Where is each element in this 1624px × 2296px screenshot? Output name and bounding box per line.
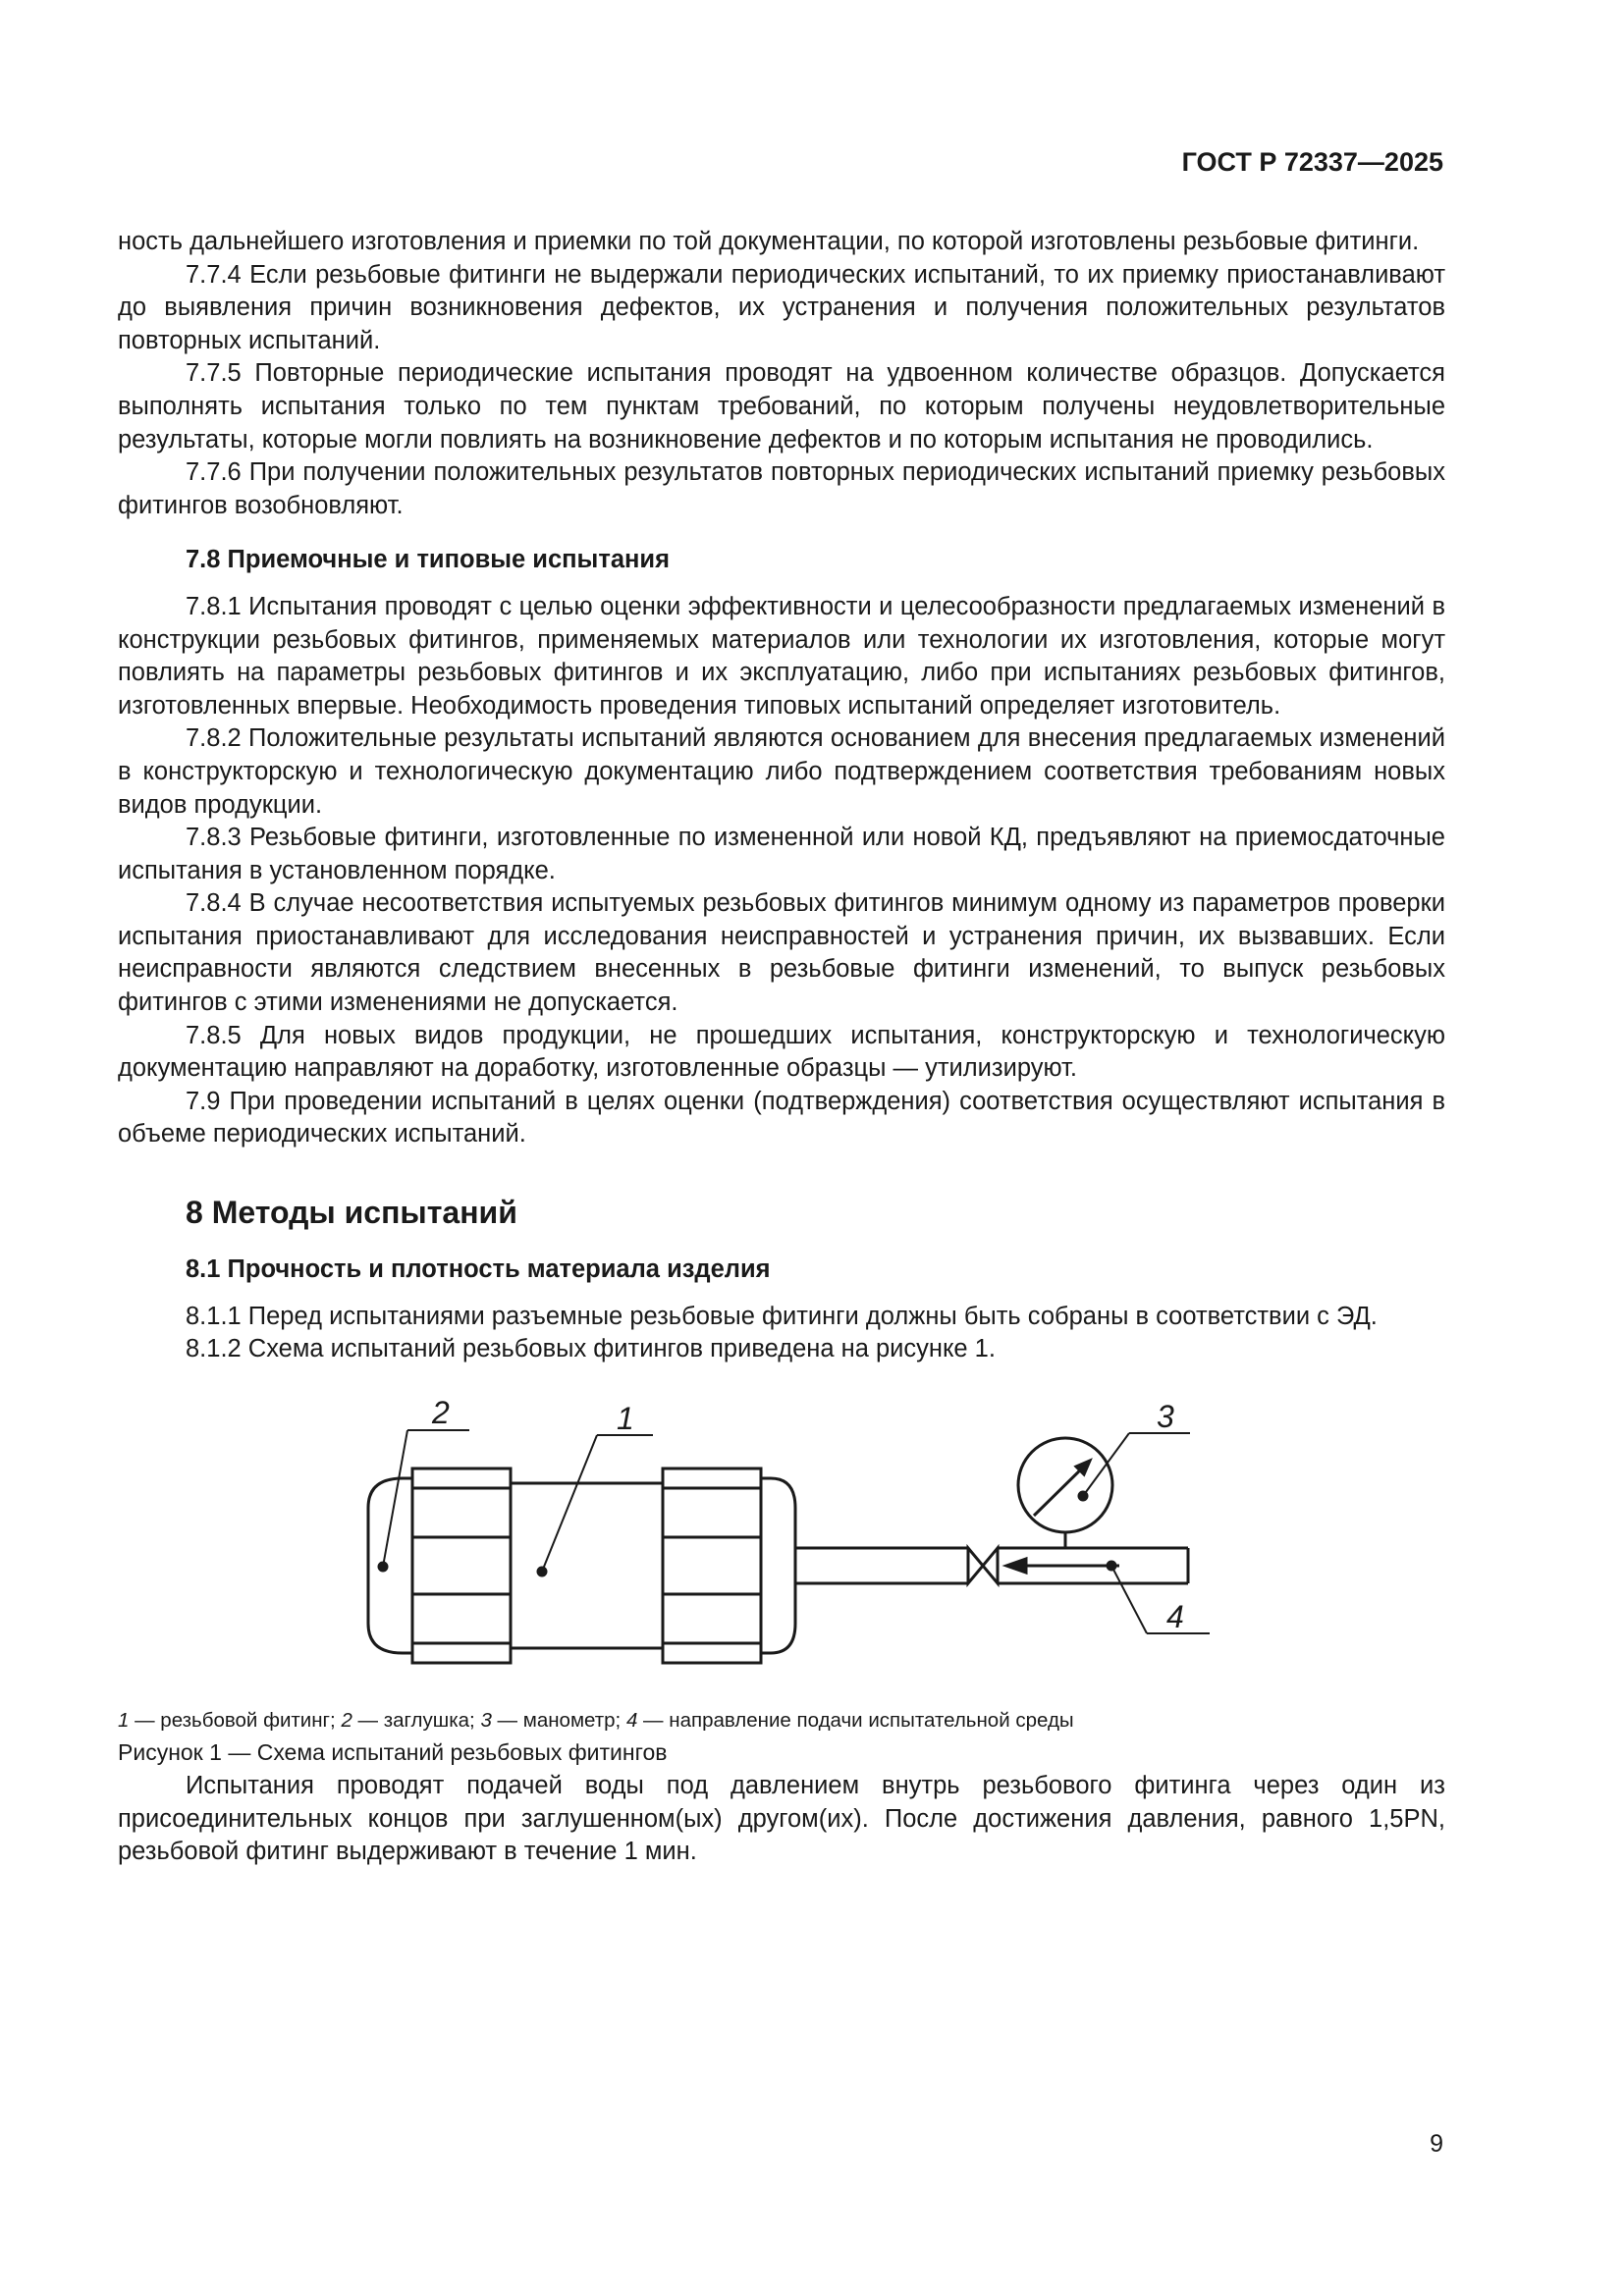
legend-key: 4 [625,1708,638,1732]
figure-1-test-scheme [118,1390,1445,1704]
leader-dot [379,1563,387,1571]
legend-key: 2 [341,1708,352,1732]
document-body [118,226,1445,1869]
paragraph-7-8-3: 7.8.3 Резьбовые фитинги, изготовленные по измененной или новой КД, предъявляют на приемосдаточные испытания в установленном порядке. [118,824,1445,884]
test-scheme-diagram [118,1390,1445,1704]
figure-caption: Рисунок 1 — Схема испытаний резьбовых фитингов [118,1739,668,1766]
paragraph-7-8-5: 7.8.5 Для новых видов продукции, не прошедших испытания, конструкторскую и технологическую документацию направляют на доработку, изготовленные образцы — утилизируют. [118,1021,1445,1083]
callout-4: 4 [1166,1598,1184,1634]
flow-arrow-head [1006,1559,1026,1573]
paragraph: ность дальнейшего изготовления и приемки по той документации, по которой изготовлены резьбовые фитинги. [118,228,1420,255]
page-number: 9 [1430,2130,1443,2158]
callout-2: 2 [432,1394,450,1430]
paragraph-7-7-6: 7.7.6 При получении положительных результатов повторных периодических испытаний приемку резьбовых фитингов возобновляют. [118,458,1445,519]
paragraph-8-1-1: 8.1.1 Перед испытаниями разъемные резьбовые фитинги должны быть собраны в соответствии с ЭД. [186,1302,1378,1330]
legend-text: — манометр; [491,1708,626,1732]
right-nut [663,1468,761,1663]
leader-dot [1079,1492,1087,1500]
leader-dot [538,1568,546,1575]
legend-text: — заглушка; [352,1708,481,1732]
paragraph-test-procedure: Испытания проводят подачей воды под давлением внутрь резьбового фитинга через один из присоединительных концов при заглушенном(ых) другом(их). После достижения давления, равного 1,5PN, резьбовой фитинг выдерживают в течение 1 мин. [118,1772,1445,1866]
paragraph-7-8-1: 7.8.1 Испытания проводят с целью оценки эффективности и целесообразности предлагаемых изменений в конструкции резьбовых фитингов, применяемых материалов или технологии их изготовления, которые могут повлиять на параметры резьбовых фитингов и их эксплуатацию, либо при испытаниях резьбовых фитингов, изготовленных впервые. Необходимость проведения типовых испытаний определяет изготовитель. [118,592,1445,720]
paragraph-7-8-2: 7.8.2 Положительные результаты испытаний являются основанием для внесения предлагаемых изменений в конструкторскую и технологическую документацию либо подтверждением соответствия требованиям новых видов продукции. [118,724,1445,819]
callout-3: 3 [1157,1398,1174,1434]
chapter-heading-8: 8 Методы испытаний [186,1195,517,1231]
leader-line [383,1430,407,1567]
leader-line [542,1435,597,1572]
paragraph-7-7-4: 7.7.4 Если резьбовые фитинги не выдержали периодических испытаний, то их приемку приостанавливают до выявления причин возникновения дефектов, их устранения и получения положительных результатов повторных испытаний. [118,260,1445,354]
leader-dot [1108,1562,1115,1570]
legend-key: 3 [480,1708,492,1732]
section-heading-7-8: 7.8 Приемочные и типовые испытания [186,546,670,574]
figure-legend [118,1704,1445,1737]
document-header: ГОСТ Р 72337—2025 [1181,147,1443,177]
leader-line [1083,1433,1129,1496]
paragraph-7-8-4: 7.8.4 В случае несоответствия испытуемых резьбовых фитингов минимум одному из параметров проверки испытания приостанавливают для исследования неисправностей и устранения причин, их вызвавших. Если неисправности являются следствием внесенных в резьбовые фитинги изменений, то выпуск резьбовых фитингов с этими изменениями не допускается. [118,889,1445,1017]
legend-text: — направление подачи испытательной среды [637,1708,1074,1732]
fitting-body [511,1483,663,1648]
legend-key: 1 [118,1708,130,1732]
paragraph-7-9: 7.9 При проведении испытаний в целях оценки (подтверждения) соответствия осуществляют испытания в объеме периодических испытаний. [118,1087,1445,1148]
callout-1: 1 [617,1400,634,1436]
end-cap [761,1478,795,1653]
paragraph-7-7-5: 7.7.5 Повторные периодические испытания проводят на удвоенном количестве образцов. Допускается выполнять испытания только по тем пунктам требований, по которым получены неудовлетворительные результаты, которые могли повлиять на возникновение дефектов и по которым испытания не проводились. [118,359,1445,454]
valve-icon [968,1548,998,1583]
legend-text: — резьбовой фитинг; [129,1708,342,1732]
section-heading-8-1: 8.1 Прочность и плотность материала изделия [186,1255,771,1284]
leader-line [1111,1566,1147,1633]
left-nut [412,1468,511,1663]
plug-shape [368,1478,412,1653]
paragraph-8-1-2: 8.1.2 Схема испытаний резьбовых фитингов приведена на рисунке 1. [186,1335,996,1363]
